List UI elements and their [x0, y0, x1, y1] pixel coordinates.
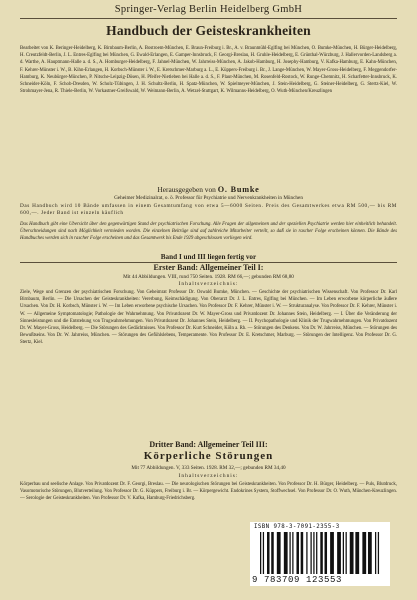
barcode-bar — [325, 532, 328, 574]
editor-affiliation: Geheimer Medizinalrat, o. ö. Professor für Psychiatrie und Nervenkrankheiten in München — [114, 195, 303, 201]
series-title: Handbuch der Geisteskrankheiten — [106, 23, 311, 38]
barcode-bar — [271, 532, 274, 574]
band1-publication-info: Mit 44 Abbildungen. VIII, rund 750 Seiten. 1928. RM 66,—; gebunden RM 68,80 — [123, 274, 294, 280]
handbook-note: Das Handbuch gibt eine Übersicht über den gegenwärtigen Stand der psychiatrischen Forschung. Alle Fragen der allgemeinen und der speziellen Psychiatrie werden hier einheitlich behandelt. Überschneidungen sind nach Möglichkeit vermieden worden. Die einzelnen Beiträge sind auf zahlreiche Mitarbeiter verteilt, so daß sie in rascher Folge erscheinen können. Die Bände des Handbuches werden sich in rascher Folge erscheinen und das Gesamtwerk bis Ende 1929 abgeschlossen vorliegen wird. — [20, 222, 397, 242]
barcode-bar — [362, 532, 366, 574]
availability-heading: Band I und III liegen fertig vor — [160, 253, 257, 261]
barcode-bar — [368, 532, 372, 574]
divider — [20, 18, 397, 19]
barcode-bar — [375, 532, 376, 574]
barcode-bar — [378, 532, 379, 574]
barcode-bar — [292, 532, 293, 574]
barcode-label — [250, 522, 390, 586]
handbook-description: Das Handbuch wird 10 Bände umfassen in einem Gesamtumfang von etwa 5—6000 Seiten. Preis des Gesamtwerkes etwa RM 500,— bis RM 600,—. Jeder Band ist einzeln käuflich — [20, 203, 397, 216]
barcode-bar — [313, 532, 314, 574]
band3-heading: Dritter Band: Allgemeiner Teil III: — [149, 440, 268, 449]
barcode-digits: 9 783709 123553 — [252, 575, 343, 585]
band3-title: Körperliche Störungen — [143, 450, 274, 462]
barcode-bar — [260, 532, 261, 574]
barcode-bar — [346, 532, 347, 574]
band3-publication-info: Mit 77 Abbildungen. V, 333 Seiten. 1928. RM 32,—; gebunden RM 34,40 — [131, 465, 286, 471]
band3-contents: Körperbau und seelische Anlage. Von Privatdozent Dr. F. Georgi, Breslau. — Die neurologischen Störungen bei Geisteskrankheiten. Von Professor Dr. H. Bürger, Heidelberg. — Puls, Blutdruck, Vasomotorische Störungen, Blutverteilung. Von Professor Dr. G. Küppers, Freiburg i. Br. — Körpergewicht. Endokrines System, Stoffwechsel. Von Professor Dr. O. Wuth, München-Kreuzlingen. — Serologie der Geisteskrankheiten. Von Professor Dr. V. Kafka, Hamburg-Friedrichsberg. — [20, 482, 397, 502]
barcode-bar — [320, 532, 323, 574]
barcode-bar — [316, 532, 317, 574]
editor-line — [20, 185, 397, 194]
barcode-bar — [355, 532, 359, 574]
barcode-bar — [337, 532, 341, 574]
barcode-bar — [343, 532, 344, 574]
barcode-bar — [310, 532, 311, 574]
isbn-text: ISBN 978-3-7091-2355-3 — [254, 524, 340, 530]
barcode-bar — [284, 532, 288, 574]
barcode-bar — [350, 532, 354, 574]
band1-contents: Ziele, Wege und Grenzen der psychiatrischen Forschung. Von Geheimrat Professor Dr. Oswald Bumke, München. — Geschichte der psychiatrischen Wissenschaft. Von Professor Dr. Karl Birnbaum, Berlin. — Die Ursachen der Geisteskrankheiten: Vererbung, Keimschädigung. Von Oberarzt Dr. J. L. Entres, Eglfing bei München. — Im Leben erworbene körperliche äußere Ursachen. Von Dr. H. Korbsch, Münster i. W. — Im Leben erworbene psychische Ursachen. Von Professor Dr. F. Kehrer, Münster i. W. — Strukturanalyse. Von Professor Dr. F. Kehrer, Münster i. W. — Allgemeine Symptomatologie; Pathologie der Wahrnehmung. Von Privatdozent Dr. W. Mayer-Gross und Privatdozent Dr. Johannes Stein, Heidelberg. — I. Über die Veränderung der Sinnesleistungen und die Entstehung von Trugwahrnehmungen. Von Privatdozent Dr. Johannes Stein, Heidelberg. — II. Psychopathologie und Klinik der Trugwahrnehmungen. Von Privatdozent Dr. W. Mayer-Gross, Heidelberg. — Die Störungen des Gedächtnisses. Von Professor Dr. Kurt Schneider, Köln a. Rh. — Störungen des Denkens. Von Dr. W. Jahrreiss, München. — Störungen des Bewußtseins. Von Dr. W. Jahrreiss, München. — Störungen des Gefühlslebens, Temperamente. Von Professor Dr. E. Kretschmer, Marburg. — Störungen der Intelligenz. Von Professor Dr. G. Stertz, Kiel. — [20, 290, 397, 346]
editor-prefix: Herausgegeben von — [157, 185, 216, 194]
barcode-bar — [267, 532, 270, 574]
barcode-bar — [301, 532, 304, 574]
band1-heading: Erster Band: Allgemeiner Teil I: — [153, 263, 264, 272]
barcode-bar — [263, 532, 264, 574]
contributors-list: Bearbeitet von K. Beringer-Heidelberg, K. Birnbaum-Berlin, A. Bostroem-München, E. Braun-Freiburg i. Br., A. v. Braunmühl-Eglfing bei München, O. Bumke-München, H. Bürger-Heidelberg, H. Creutzfeldt-Berlin, J. L. Entres-Eglfing bei München, G. Ewald-Erlangen, E. Gamper-Innsbruck, F. Georgi-Breslau, H. Gruhle-Heidelberg, E. Grünthal-Würzburg, J. Hallervorden-Landsberg a. d. Warthe, A. Hauptmann-Halle a. d. S., A. Homburger-Heidelberg, F. Jahnel-München, W. Jahrreiss-München, A. Jakob-Hamburg, H. Josephy-Hamburg, V. Kafka-Hamburg, E. Kahn-München, F. Kehrer-Münster i. W., B. Kihn-Erlangen, H. Korbsch-Münster i. W., E. Kretschmer-Marburg a. L., E. Küppers-Freiburg i. Br., J. Lange-München, W. Mayer-Gross-Heidelberg, F. Meggendorfer-Hamburg, K. Neubürger-München, P. Nitsche-Leipzig-Dösen, H. Pfeifer-Nietleben bei Halle a. d. S., F. Plaut-München, M. Rosenfeld-Rostock, W. Runge-Chemnitz, H. Scharfetter-Innsbruck, K. Schneider-Köln, F. Schob-Dresden, W. Scholz-Tübingen, J. H. Schultz-Berlin, H. Spatz-München, W. Spielmeyer-München, J. Stein-Heidelberg, G. Steiner-Heidelberg, G. Stertz-Kiel, W. Strohmayer-Jena, R. Thiele-Berlin, W. Vorkastner-Greifswald, W. Weimann-Berlin, A. Wetzel-Stuttgart, K. Wilmanns-Heidelberg, O. Wuth-München/Kreuzlingen — [20, 46, 397, 95]
band1-contents-label: Inhaltsverzeichnis: — [178, 281, 239, 287]
publisher-name: Springer-Verlag Berlin Heidelberg GmbH — [114, 4, 303, 15]
band3-contents-label: Inhaltsverzeichnis: — [178, 473, 239, 479]
barcode-bar — [306, 532, 307, 574]
editor-name: O. Bumke — [217, 185, 260, 194]
barcode-bar — [296, 532, 299, 574]
barcode — [260, 532, 382, 574]
barcode-bar — [330, 532, 334, 574]
barcode-bar — [289, 532, 290, 574]
barcode-bar — [277, 532, 281, 574]
